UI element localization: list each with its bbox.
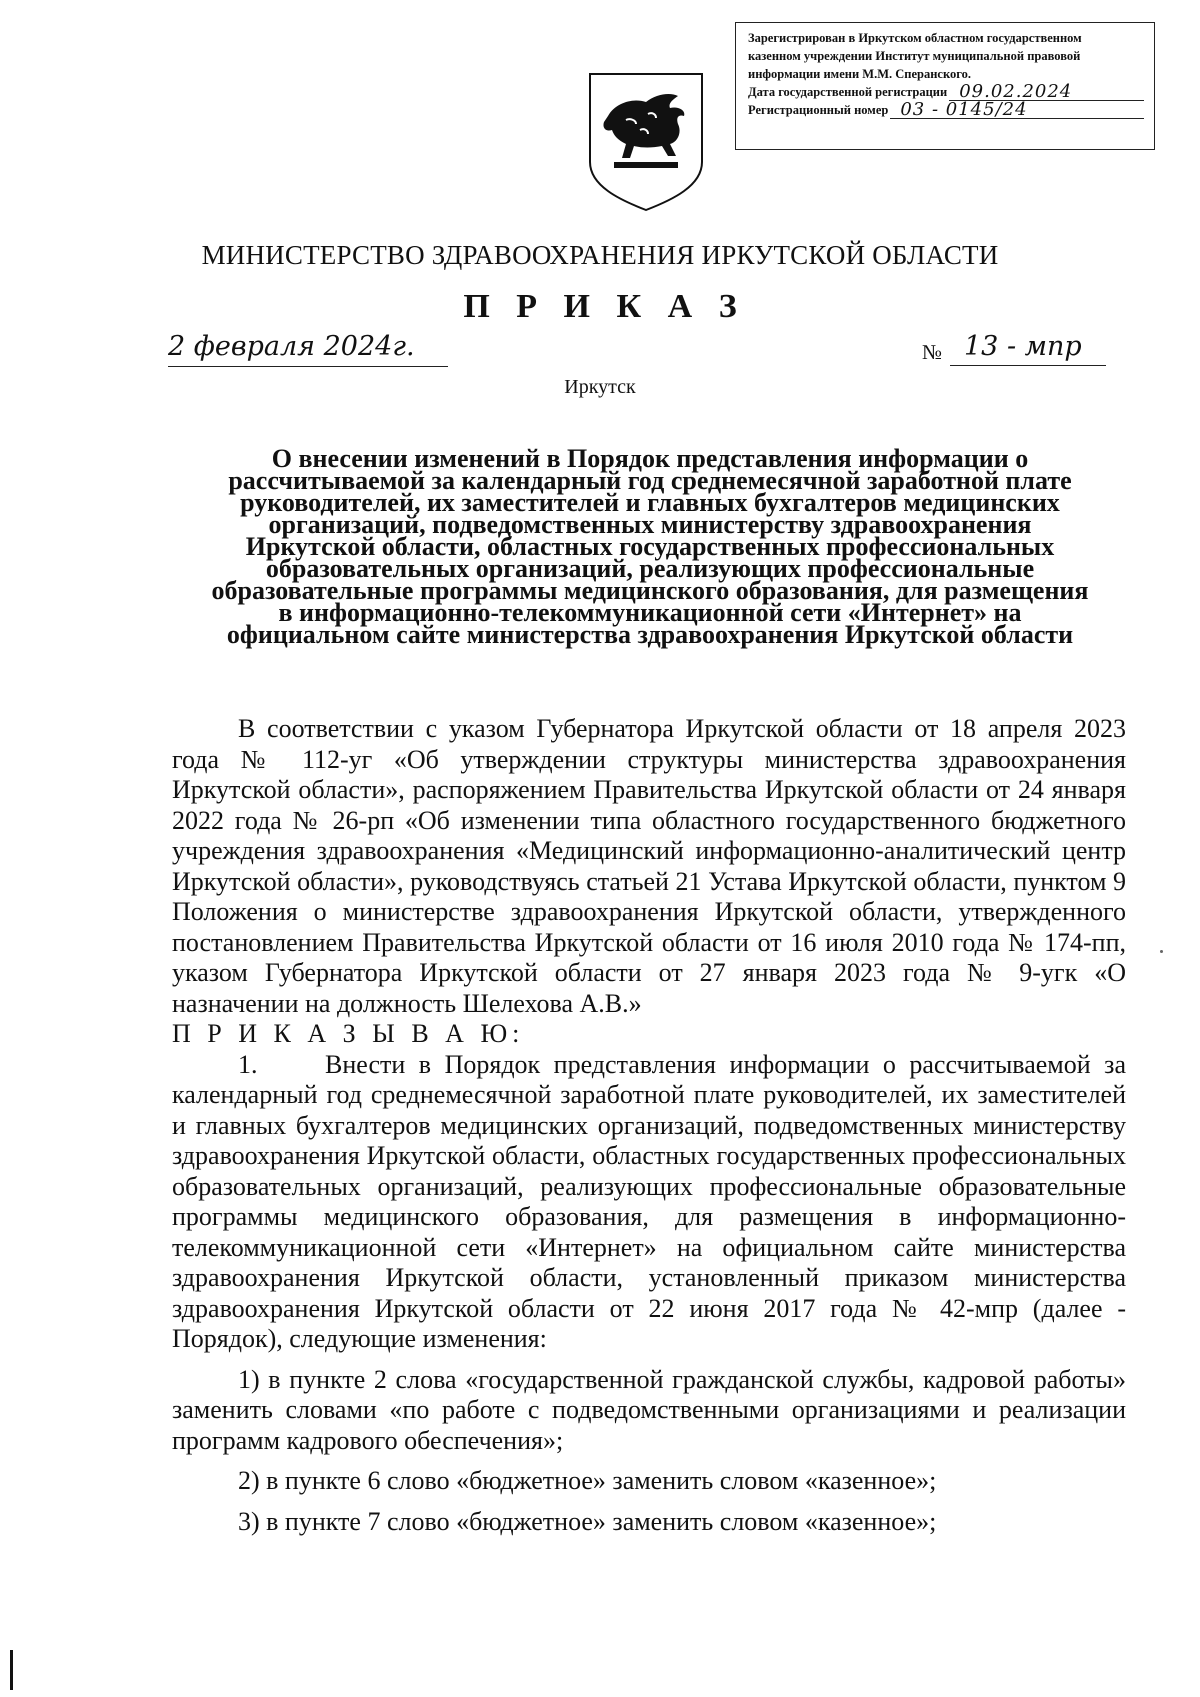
title-line: О внесении изменений в Порядок представления информации о: [271, 444, 1029, 473]
order-number-handwritten: 13 - мпр: [964, 331, 1082, 362]
title-line: организаций, подведомственных министерству здравоохранения: [268, 510, 1032, 539]
stamp-number-value: 03 - 0145/24: [890, 101, 1144, 119]
order-date-field: [168, 328, 448, 367]
title-line: образовательных организаций, реализующих профессиональные: [265, 554, 1035, 583]
document-title: [170, 444, 1130, 649]
stamp-line-2: казенном учреждении Институт муниципальной правовой: [748, 49, 1081, 63]
stamp-date-field: [748, 83, 1144, 101]
subitem-3-paragraph: 3) в пункте 7 слово «бюджетное» заменить словом «казенное»;: [238, 1506, 937, 1536]
ministry-name: МИНИСТЕРСТВО ЗДРАВООХРАНЕНИЯ ИРКУТСКОЙ ОБЛАСТИ: [201, 240, 999, 270]
title-line: в информационно-телекоммуникационной сети «Интернет» на: [278, 598, 1022, 627]
stamp-number-field: [748, 101, 1144, 119]
item-1-paragraph: 1. Внести в Порядок представления информации о рассчитываемой за календарный год среднемесячной заработной плате руководителей, их заместителей и главных бухгалтеров медицинских организаций, подведомственных министерству здравоохранения Иркутской области, областных государственных профессиональных образовательных организаций, реализующих профессиональные образовательные программы медицинского образования, для размещения в информационно-телекоммуникационной сети «Интернет» на официальном сайте министерства здравоохранения Иркутской области, установленный приказом министерства здравоохранения Иркутской области от 22 июня 2017 года № 42-мпр (далее - Порядок), следующие изменения:: [172, 1049, 1133, 1353]
stamp-date-label: Дата государственной регистрации: [748, 85, 948, 99]
stamp-line-1: Зарегистрирован в Иркутском областном государственном: [748, 31, 1082, 45]
subitem-1-paragraph: 1) в пункте 2 слова «государственной гражданской службы, кадровой работы» заменить словами «по работе с подведомственными организациями и реализации программ кадрового обеспечения»;: [172, 1364, 1126, 1455]
scan-dust-dot: [1160, 950, 1163, 953]
scan-margin-mark: [10, 1650, 13, 1690]
coat-of-arms-icon: [586, 70, 706, 212]
stamp-line-3: информации имени М.М. Сперанского.: [748, 67, 971, 81]
city-name: Иркутск: [564, 376, 636, 398]
title-line: рассчитываемой за календарный год среднемесячной заработной плате: [228, 466, 1072, 495]
title-line: Иркутской области, областных государственных профессиональных: [245, 532, 1055, 561]
stamp-date-value: 09.02.2024: [949, 83, 1144, 101]
subitem-2-paragraph: 2) в пункте 6 слово «бюджетное» заменить словом «казенное»;: [238, 1466, 937, 1495]
document-body: [172, 714, 1133, 1537]
document-type: П Р И К А З: [463, 288, 746, 325]
title-line: руководителей, их заместителей и главных бухгалтеров медицинских: [240, 488, 1060, 517]
title-line: официальном сайте министерства здравоохранения Иркутской области: [226, 620, 1074, 649]
registration-stamp: [735, 22, 1155, 150]
stamp-number-label: Регистрационный номер: [748, 103, 889, 117]
preamble-paragraph: В соответствии с указом Губернатора Иркутской области от 18 апреля 2023 года № 112-уг «Об утверждении структуры министерства здравоохранения Иркутской области», распоряжением Правительства Иркутской области от 24 января 2022 года № 26-рп «Об изменении типа областного государственного бюджетного учреждения здравоохранения «Медицинский информационно-аналитический центр Иркутской области», руководствуясь статьей 21 Устава Иркутской области, пунктом 9 Положения о министерстве здравоохранения Иркутской области, утвержденного постановлением Правительства Иркутской области от 16 июля 2010 года № 174-пп, указом Губернатора Иркутской области от 27 января 2023 года № 9-угк «О назначении на должность Шелехова А.В.»: [172, 714, 1126, 1018]
order-date-handwritten: 2 февраля 2024г.: [168, 331, 415, 362]
title-line: образовательные программы медицинского образования, для размещения: [211, 576, 1089, 605]
order-word: П Р И К А З Ы В А Ю:: [172, 1019, 525, 1048]
order-number-field: [950, 328, 1106, 366]
order-number-label: №: [922, 340, 943, 364]
